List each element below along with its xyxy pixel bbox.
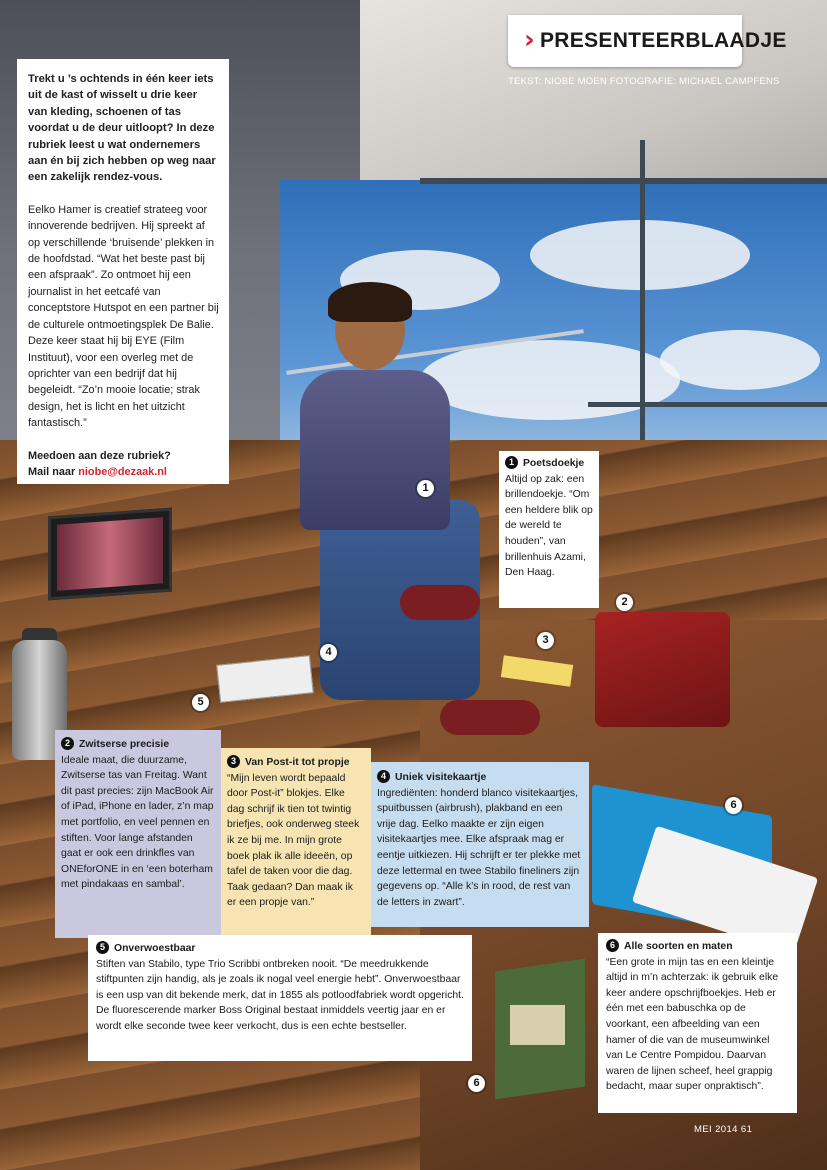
item-title: 3 Van Post-it tot propje [227,755,365,771]
photo-shoe [440,700,540,735]
number-badge: 4 [377,770,390,783]
section-title: PRESENTEERBLAADJE [540,29,787,52]
intro-box [17,59,229,484]
photo-shoe [400,585,480,620]
number-badge: 3 [227,755,240,768]
intro-lead: Trekt u ’s ochtends in één keer iets uit de kast of wisselt u drie keer van kleding, schoenen of tas voordat u de deur uitloopt? In deze rubriek leest u wat ondernemers aan én bij zich hebben op weg naar een zakelijk rendez-vous. [28,73,216,184]
item-title: 4 Uniek visitekaartje [377,770,583,786]
item-callout-4 [371,762,589,927]
item-title: 5 Onverwoestbaar [96,941,464,957]
item-text: Altijd op zak: een brillendoekje. “Om een heldere blik op de wereld te houden”, van brillenhuis Azami, Den Haag. [505,473,593,579]
section-tab [508,15,787,67]
number-badge: 2 [61,737,74,750]
number-badge: 1 [505,456,518,469]
item-callout-2 [55,730,221,938]
item-callout-5 [88,935,472,1061]
item-callout-6 [598,933,797,1113]
cta-line [28,448,219,481]
photo-marker-6: 6 [725,797,742,814]
photo-tablet [48,508,172,601]
item-title: 2 Zwitserse precisie [61,737,215,753]
item-text: Stiften van Stabilo, type Trio Scribbi ontbreken nooit. “De meedrukkende stiftpunten zijn handig, als je zoals ik nogal veel energie hebt”. Onverwoestbaar is een usp van dit bekende merk, dat in 1855 als potloodfabriek wordt opgericht. De fluorescerende marker Boss Original bestaat inmiddels veertig jaar en er wordt elke seconde twee keer verkocht, dus is een echte bestseller. [96,958,464,1032]
item-title: 6 Alle soorten en maten [606,939,789,955]
item-text: Ingrediënten: honderd blanco visitekaartjes, spuitbussen (airbrush), plakband en een vrije dag. Eelko maakte er zijn eigen visitekaartjes mee. Elke afspraak mag er eentje uitkiezen. Hij schrijft er ter plekke met deze lettermal en twee Stabilo fineliners zijn gegevens op. “Alle k’s in rood, de rest van de letters in zwart”. [377,787,581,908]
cta-email-link[interactable]: niobe@dezaak.nl [78,465,167,478]
photo-marker-4: 4 [320,644,337,661]
cta-question: Meedoen aan deze rubriek? [28,449,171,462]
photo-hammer-picture [510,1005,565,1045]
photo-person-torso [300,370,450,530]
photo-cloud [660,330,820,390]
number-badge: 6 [606,939,619,952]
photo-window-frame [420,178,827,184]
chevron-right-icon: › [524,25,535,55]
photo-marker-5: 5 [192,694,209,711]
photo-marker-1: 1 [417,480,434,497]
photo-person-hair [328,282,412,322]
page-folio: MEI 2014 61 [694,1124,753,1135]
item-callout-1 [499,451,599,608]
item-text: “Een grote in mijn tas en een kleintje altijd in m’n achterzak: ik gebruik elke keer andere opschrijfboekjes. Heb er één met een babuschka op de voorkant, een afbeelding van een hamer of die van de museumwinkel van Le Centre Pompidou. Daarvan waren de lijnen scheef, heel grappig bedacht, maar super onpraktisch”. [606,956,779,1093]
photo-marker-6b: 6 [468,1075,485,1092]
intro-body: Eelko Hamer is creatief strateeg voor innoverende bedrijven. Hij spreekt af op verschillende ‘bruisende’ plekken in de hoofdstad. “Wat het beste past bij een afspraak”. Zo ontmoet hij een journalist in het eetcafé van conceptstore Hutspot en een partner bij de culturele ontmoetingsplek De Balie. Deze keer staat hij bij EYE (Film Instituut), voor een overleg met de oprichter van een bedrijf dat hij begeleidt. “Zo’n mooie locatie; strak design, het is licht en het uitzicht fantastisch.” [28,203,219,430]
photo-marker-3: 3 [537,632,554,649]
photo-marker-2: 2 [616,594,633,611]
photo-window-frame [588,402,827,407]
cta-prefix: Mail naar [28,465,79,478]
photo-freitag-bag [595,612,730,727]
item-text: Ideale maat, die duurzame, Zwitserse tas van Freitag. Want dit past precies: zijn MacBook Air of iPad, iPhone en lader, z’n map met portfolio, en veel pennen en stiften. Voor lange afstanden gaat er ook een drinkfles van ONEforONE in en ‘een boterham met pindakaas en sambal’. [61,754,214,891]
credits-line: TEKST: NIOBE MOEN FOTOGRAFIE: MICHAEL CAMPFENS [508,76,780,87]
item-title: 1 Poetsdoekje [505,456,593,472]
number-badge: 5 [96,941,109,954]
item-callout-3 [221,748,371,948]
item-text: “Mijn leven wordt bepaald door Post-it” blokjes. Elke dag schrijf ik tien tot twintig briefjes, ook onderweg steek ik ze bij me. In mijn grote boek plak ik alle ideeën, op tafel de taken voor die dag. Taak gedaan? Dan maak ik er een propje van.” [227,772,360,909]
